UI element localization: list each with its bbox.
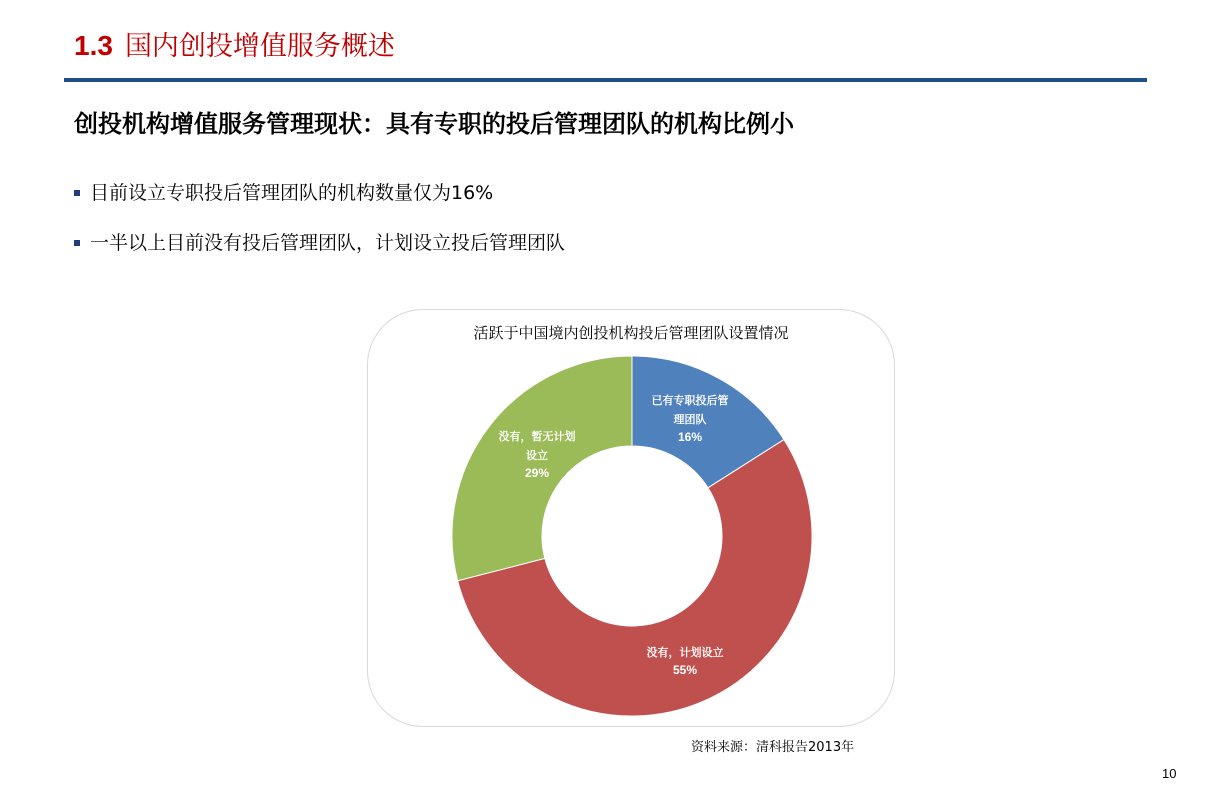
slice-label: 设立 — [526, 449, 548, 462]
section-title: 国内创投增值服务概述 — [124, 31, 395, 62]
section-number: 1.3 — [74, 30, 113, 61]
slice-percent-label: 16% — [677, 430, 703, 444]
source-note: 资料来源：清科报告2013年 — [691, 740, 855, 755]
slice-label: 已有专职投后管 — [651, 394, 729, 407]
slice-label: 没有，暂无计划 — [498, 430, 576, 443]
bullet-text: 一半以上目前没有投后管理团队，计划设立投后管理团队 — [90, 231, 566, 254]
slice-percent-label: 55% — [672, 663, 698, 677]
slice-label: 理团队 — [673, 413, 707, 426]
slice-label: 没有，计划设立 — [646, 646, 724, 659]
page-number: 10 — [1162, 766, 1177, 781]
chart-title: 活跃于中国境内创投机构投后管理团队设置情况 — [473, 324, 789, 342]
slide-subtitle: 创投机构增值服务管理现状：具有专职的投后管理团队的机构比例小 — [74, 110, 794, 138]
bullet-text: 目前设立专职投后管理团队的机构数量仅为16% — [90, 181, 494, 204]
slice-percent-label: 29% — [524, 466, 550, 480]
